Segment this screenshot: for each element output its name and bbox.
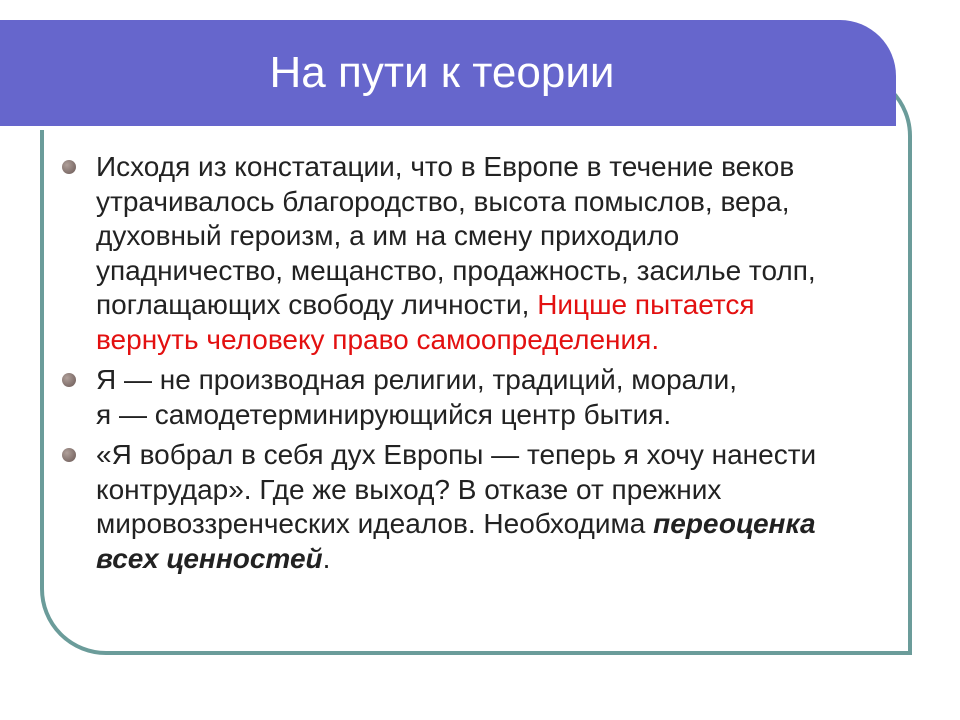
bullet-item-3 (62, 438, 862, 576)
bullet-dot-icon (62, 448, 76, 462)
bullet-list (62, 150, 862, 582)
bullet-1-highlight: Ницше пытается вернуть человеку право самоопределения. (96, 289, 755, 355)
bullet-3-text: «Я вобрал в себя дух Европы — теперь я хочу нанести контрудар». Где же выход? В отказе от прежних мировоззренческих идеалов. Необходима (96, 439, 817, 539)
bullet-3-emphasis: переоценка всех ценностей (96, 508, 816, 574)
bullet-item-1 (62, 150, 862, 357)
slide-title: На пути к теории (269, 48, 615, 97)
bullet-item-2 (62, 363, 862, 432)
bullet-3-end: . (322, 542, 331, 574)
bullet-2-line-1: Я — не производная религии, традиций, морали, (96, 364, 738, 395)
bullet-1-text: Исходя из констатации, что в Европе в течение веков утрачивалось благородство, высота помыслов, вера, духовный героизм, а им на смену приходило упадничество, мещанство, продажность, засилье толп, поглащающих свободу личности, (96, 151, 816, 320)
bullet-2-line-2: я — самодетерминирующийся центр бытия. (96, 398, 672, 430)
title-underline (0, 126, 846, 130)
bullet-dot-icon (62, 160, 76, 174)
bullet-dot-icon (62, 373, 76, 387)
